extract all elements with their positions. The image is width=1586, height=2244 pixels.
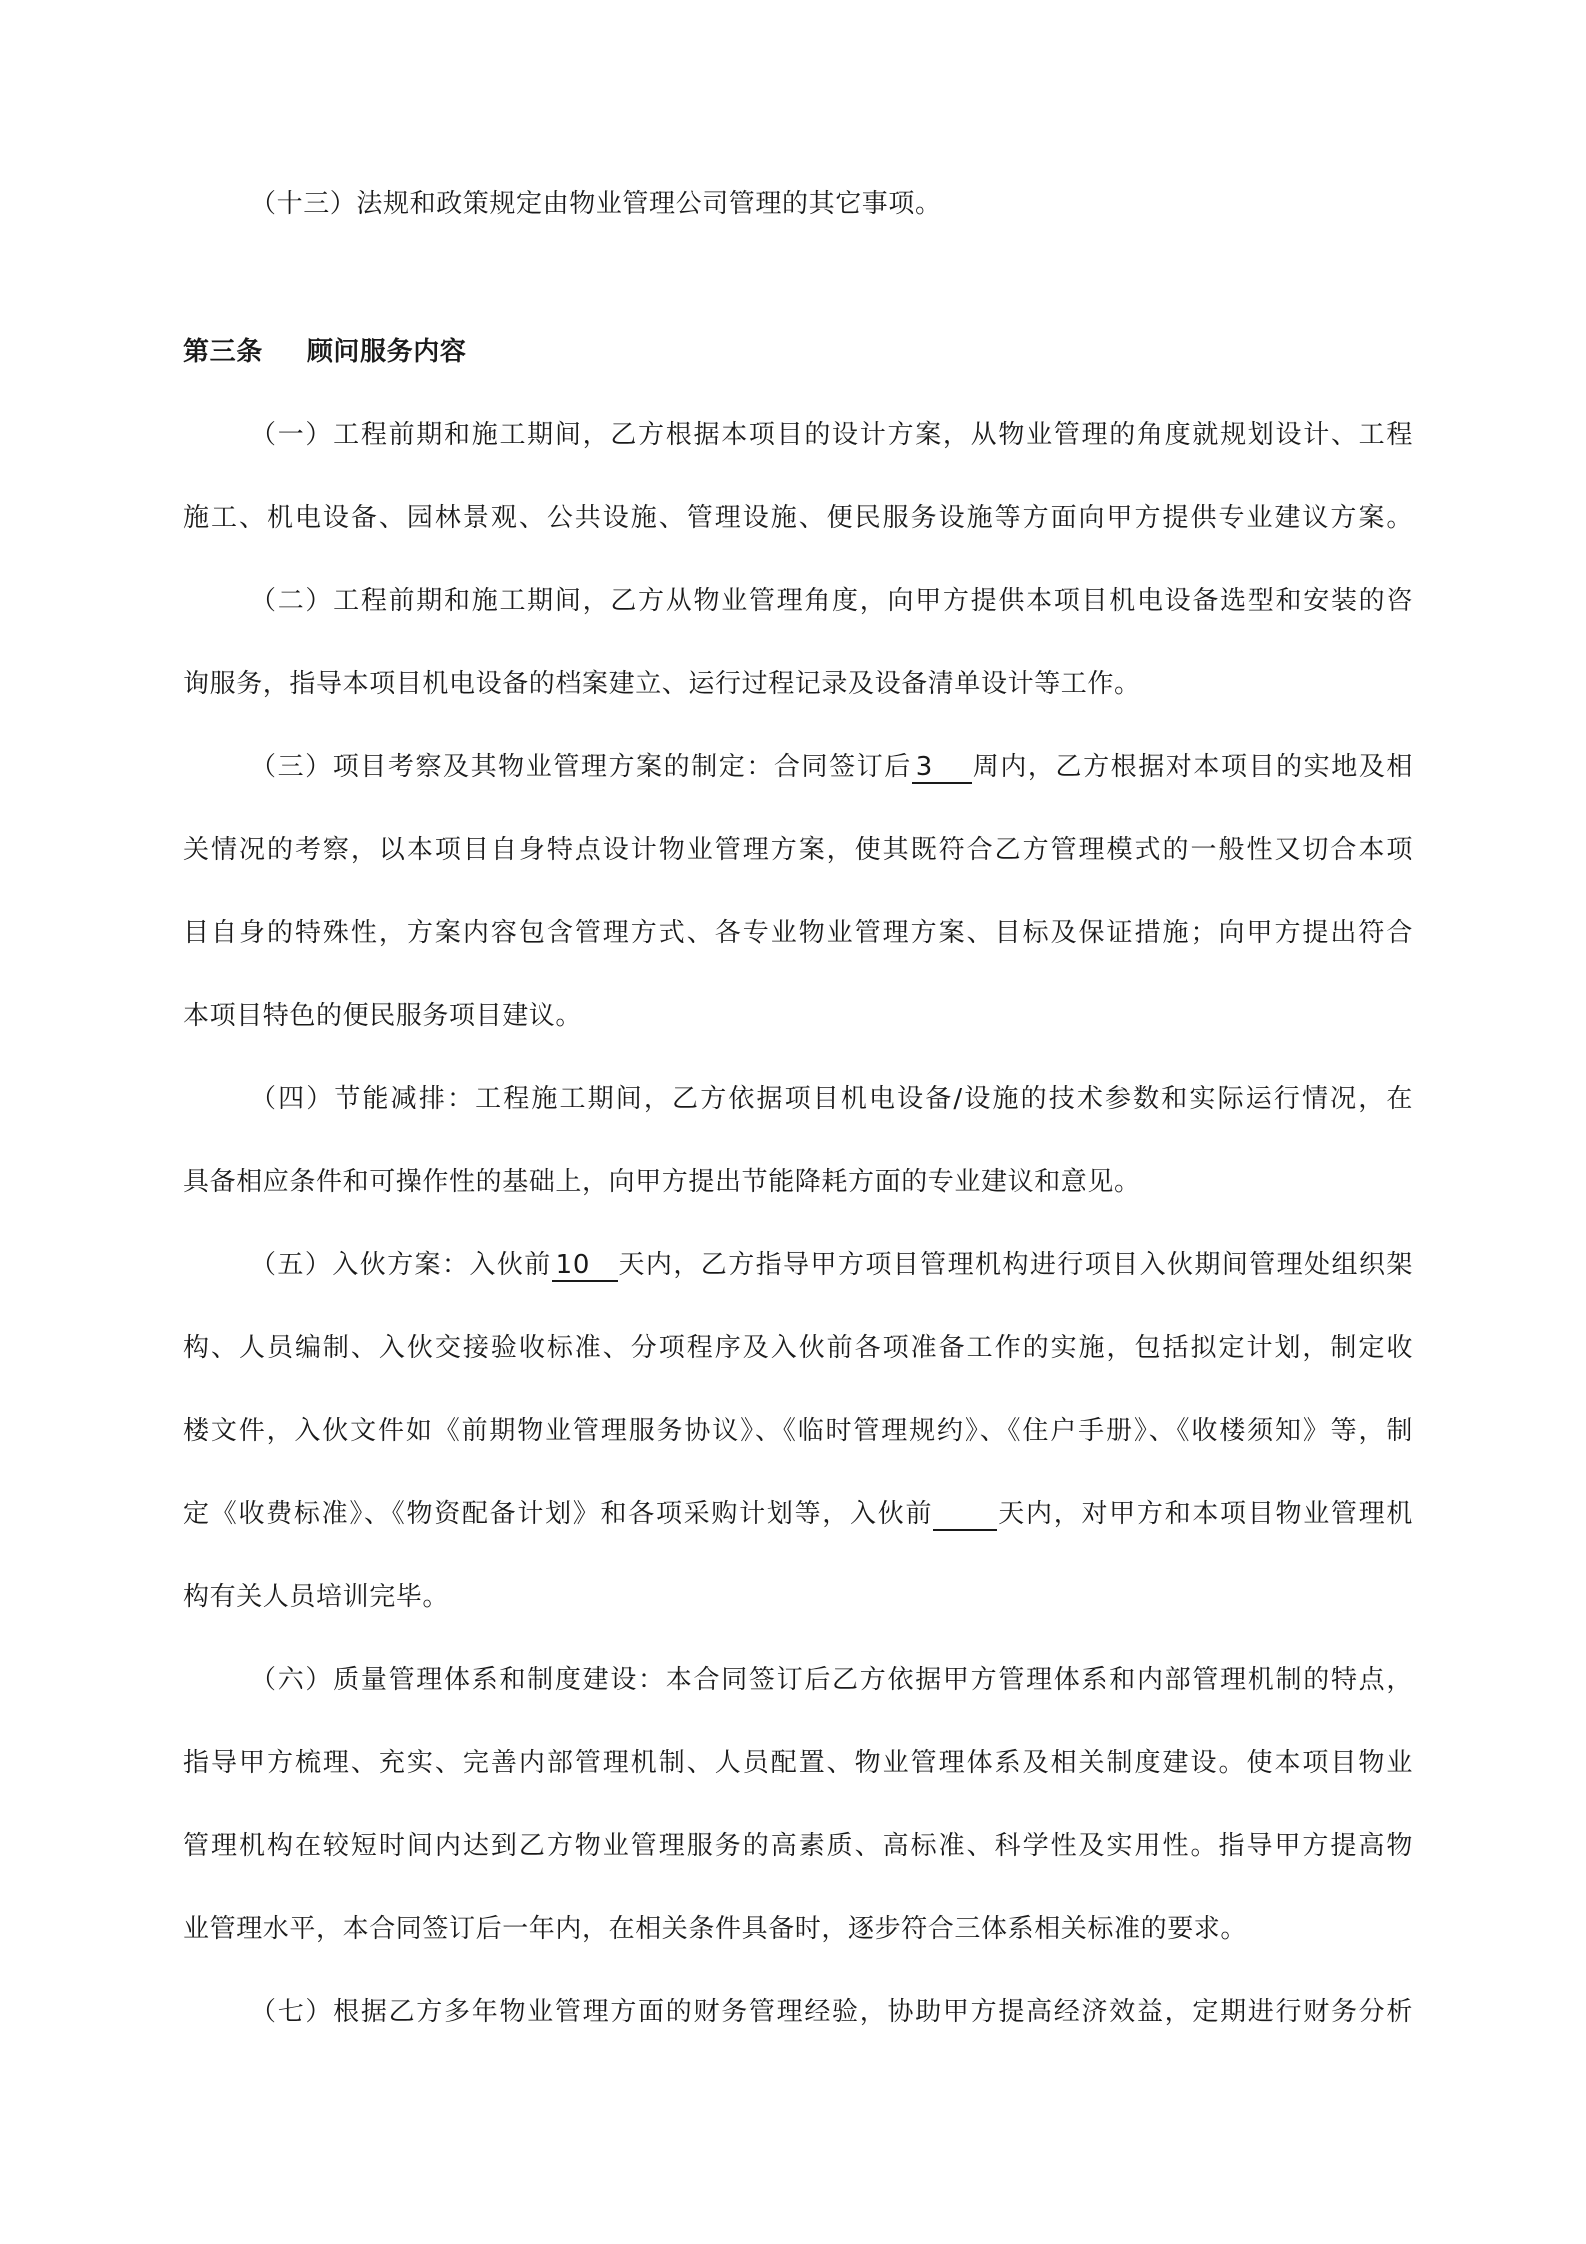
fill-in-blank-empty bbox=[933, 1499, 997, 1531]
clause-2-line-1: （二）工程前期和施工期间，乙方从物业管理角度，向甲方提供本项目机电设备选型和安装的咨 bbox=[250, 586, 1413, 616]
clause-3-line-2: 关情况的考察，以本项目自身特点设计物业管理方案，使其既符合乙方管理模式的一般性又切合本项 bbox=[183, 835, 1413, 865]
clause-5-line-4: 定《收费标准》、《物资配备计划》和各项采购计划等，入伙前 天内，对甲方和本项目物业管理机 bbox=[183, 1499, 1413, 1529]
fill-in-blank-weeks: 3 bbox=[912, 752, 972, 784]
clause-3-line-3: 目自身的特殊性，方案内容包含管理方式、各专业物业管理方案、目标及保证措施；向甲方提出符合 bbox=[183, 918, 1413, 948]
clause-13: （十三）法规和政策规定由物业管理公司管理的其它事项。 bbox=[250, 189, 942, 219]
clause-5-line-5: 构有关人员培训完毕。 bbox=[183, 1582, 450, 1612]
clause-6-line-1: （六）质量管理体系和制度建设：本合同签订后乙方依据甲方管理体系和内部管理机制的特点， bbox=[250, 1665, 1413, 1695]
clause-5-line-3: 楼文件，入伙文件如《前期物业管理服务协议》、《临时管理规约》、《住户手册》、《收楼须知》等，制 bbox=[183, 1416, 1413, 1446]
clause-7-line-1: （七）根据乙方多年物业管理方面的财务管理经验，协助甲方提高经济效益，定期进行财务分析 bbox=[250, 1997, 1413, 2027]
clause-5-line-2: 构、人员编制、入伙交接验收标准、分项程序及入伙前各项准备工作的实施，包括拟定计划，制定收 bbox=[183, 1333, 1413, 1363]
clause-5-line-1: （五）入伙方案：入伙前 10 天内，乙方指导甲方项目管理机构进行项目入伙期间管理处组织架 bbox=[250, 1250, 1413, 1280]
clause-6-line-3: 管理机构在较短时间内达到乙方物业管理服务的高素质、高标准、科学性及实用性。指导甲方提高物 bbox=[183, 1831, 1413, 1861]
clause-6-line-2: 指导甲方梳理、充实、完善内部管理机制、人员配置、物业管理体系及相关制度建设。使本项目物业 bbox=[183, 1748, 1413, 1778]
article-number: 第三条 bbox=[183, 337, 263, 367]
clause-1-line-2: 施工、机电设备、园林景观、公共设施、管理设施、便民服务设施等方面向甲方提供专业建议方案。 bbox=[183, 503, 1413, 533]
article-3-heading bbox=[183, 334, 1413, 370]
clause-4-line-1: （四）节能减排：工程施工期间，乙方依据项目机电设备/设施的技术参数和实际运行情况，在 bbox=[250, 1084, 1413, 1114]
clause-6-line-4: 业管理水平，本合同签订后一年内，在相关条件具备时，逐步符合三体系相关标准的要求。 bbox=[183, 1914, 1248, 1944]
fill-in-blank-days: 10 bbox=[552, 1250, 618, 1282]
clause-3-line-4: 本项目特色的便民服务项目建议。 bbox=[183, 1001, 583, 1031]
clause-3-line-1: （三）项目考察及其物业管理方案的制定：合同签订后 3 周内，乙方根据对本项目的实地及相 bbox=[250, 752, 1413, 782]
clause-2-line-2: 询服务，指导本项目机电设备的档案建立、运行过程记录及设备清单设计等工作。 bbox=[183, 669, 1141, 699]
article-title: 顾问服务内容 bbox=[306, 337, 467, 367]
clause-1-line-1: （一）工程前期和施工期间，乙方根据本项目的设计方案，从物业管理的角度就规划设计、工程 bbox=[250, 420, 1413, 450]
clause-4-line-2: 具备相应条件和可操作性的基础上，向甲方提出节能降耗方面的专业建议和意见。 bbox=[183, 1167, 1141, 1197]
